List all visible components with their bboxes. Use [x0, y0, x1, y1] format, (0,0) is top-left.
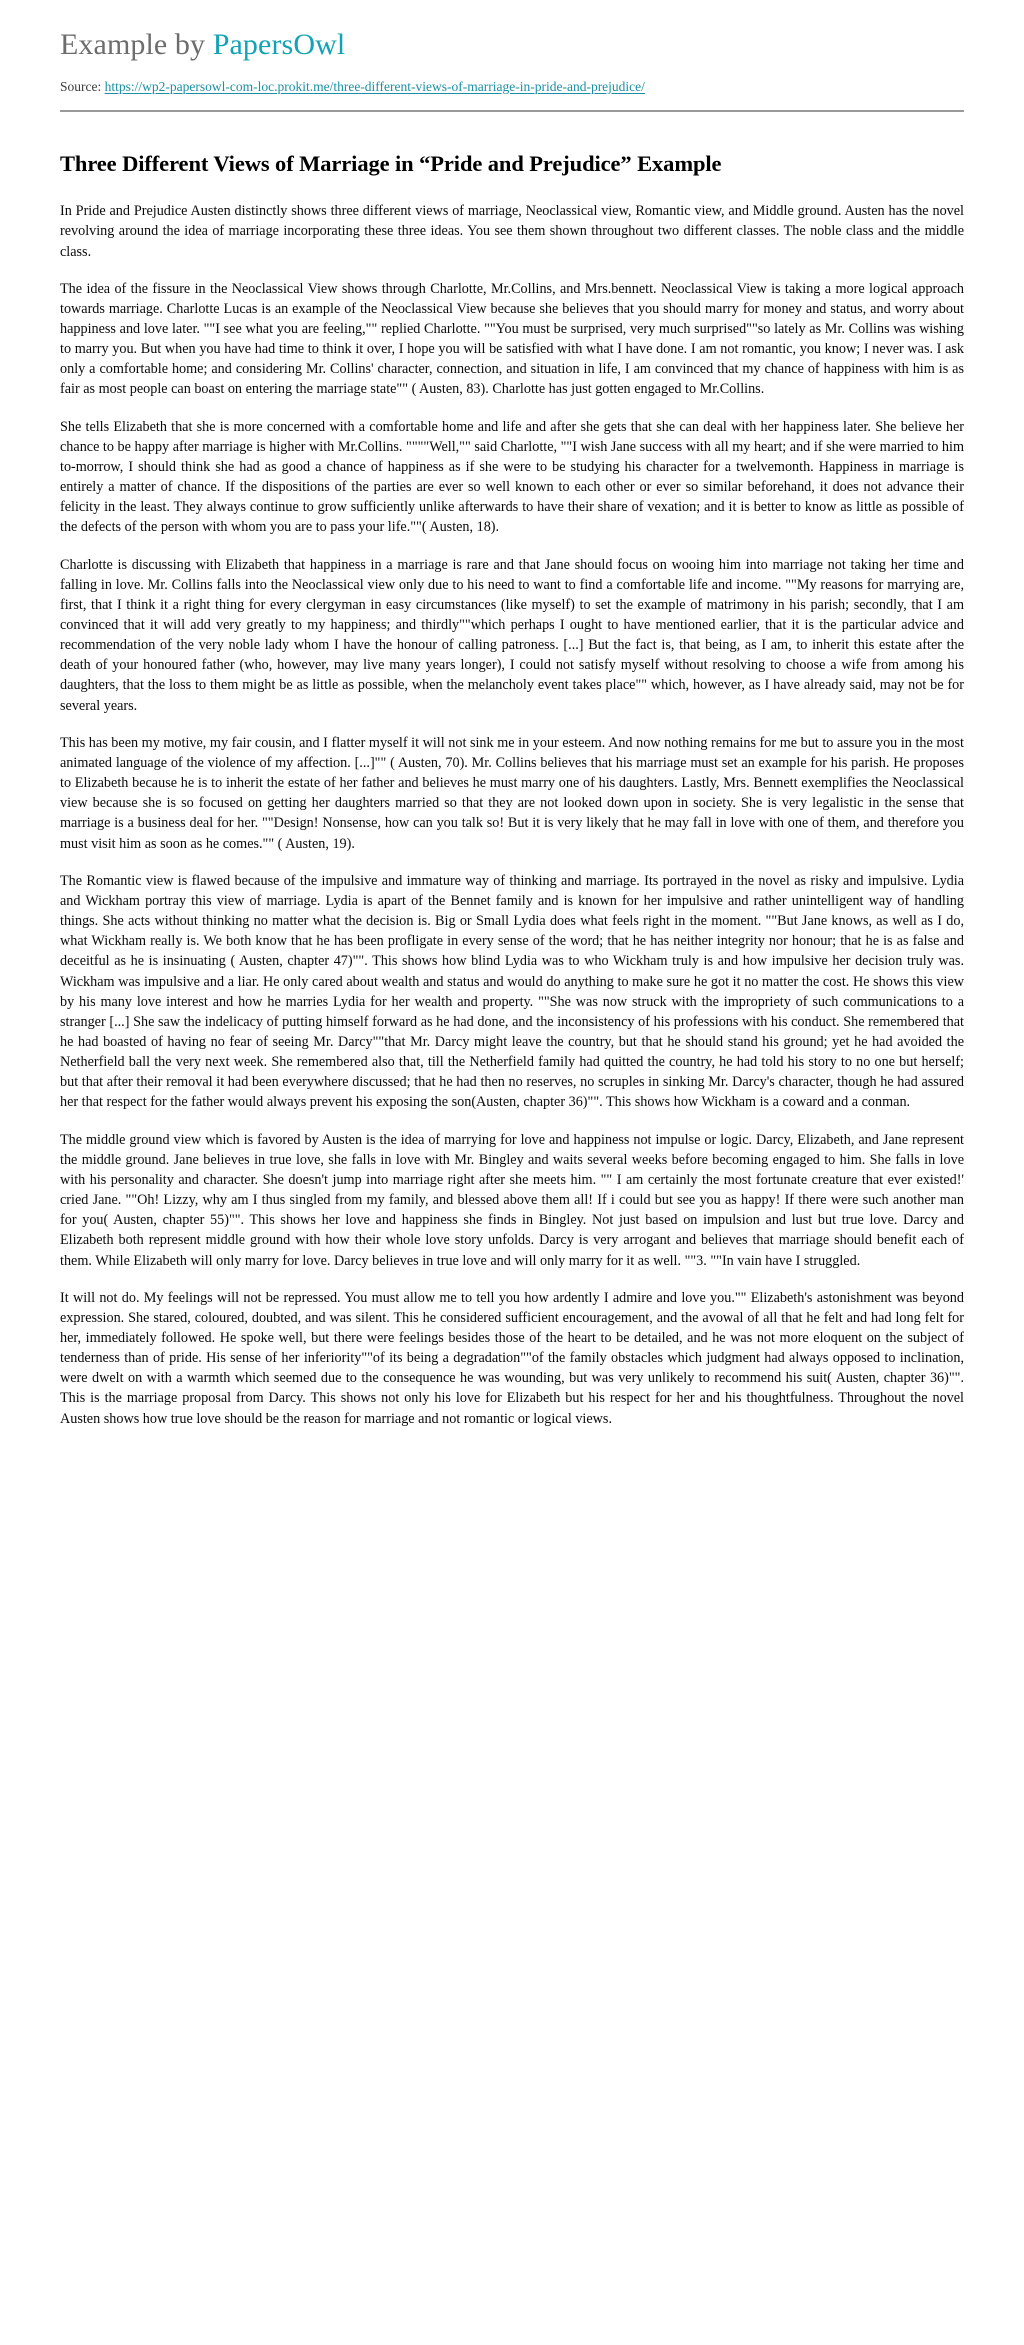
article-container [0, 112, 1024, 1488]
page-masthead [0, 0, 1024, 96]
source-url-link[interactable]: https://wp2-papersowl-com-loc.prokit.me/three-different-views-of-marriage-in-pride-and-prejudice/ [104, 78, 645, 94]
paragraph: The idea of the fissure in the Neoclassical View shows through Charlotte, Mr.Collins, and Mrs.bennett. Neoclassical View is taking a more logical approach towards marriage. Charlotte Lucas is an example of the Neoclassical View because she believes that you should marry for money and status, and worry about happiness and love later. ""I see what you are feeling,"" replied Charlotte. ""You must be surprised, very much surprised""so lately as Mr. Collins was wishing to marry you. But when you have had time to think it over, I hope you will be satisfied with what I have done. I am not romantic, you know; I never was. I ask only a comfortable home; and considering Mr. Collins' character, connection, and situation in life, I am convinced that my chance of happiness with him is as fair as most people can boast on entering the marriage state"" ( Austen, 83). Charlotte has just gotten engaged to Mr.Collins. [60, 280, 964, 398]
paragraph: It will not do. My feelings will not be repressed. You must allow me to tell you how ardently I admire and love you."" Elizabeth's astonishment was beyond expression. She stared, coloured, doubted, and was silent. This he considered sufficient encouragement, and the avowal of all that he felt and had long felt for her, immediately followed. He spoke well, but there were feelings besides those of the heart to be detailed, and he was not more eloquent on the subject of tenderness than of pride. His sense of her inferiority""of its being a degradation""of the family obstacles which judgment had always opposed to inclination, were dwelt on with a warmth which seemed due to the consequence he was wounding, but was very unlikely to recommend his suit( Austen, chapter 36)"". This is the marriage proposal from Darcy. This shows not only his love for Elizabeth but his respect for her and his thoughtfulness. Throughout the novel Austen shows how true love should be the reason for marriage and not romantic or logical views. [60, 1289, 964, 1427]
source-label: Source: [60, 78, 105, 94]
paragraph: The middle ground view which is favored by Austen is the idea of marrying for love and happiness not impulse or logic. Darcy, Elizabeth, and Jane represent the middle ground. Jane believes in true love, she falls in love with Mr. Bingley and waits several weeks before becoming engaged to him. She falls in love with his personality and character. She doesn't jump into marriage right after she meets him. "" I am certainly the most fortunate creature that ever existed!' cried Jane. ""Oh! Lizzy, why am I thus singled from my family, and blessed above them all! If i could but see you as happy! If there were such another man for you( Austen, chapter 55)"". This shows her love and happiness she finds in Bingley. Not just based on impulsion and lust but true love. Darcy and Elizabeth both represent middle ground with how their whole love story unfolds. Darcy is very arrogant and believes that marriage should benefit each of them. While Elizabeth will only marry for love. Darcy believes in true love and will only marry for it as well. ""3. ""In vain have I struggled. [60, 1131, 964, 1269]
brand-prefix-text: Example by [60, 28, 213, 61]
paragraph: This has been my motive, my fair cousin, and I flatter myself it will not sink me in your esteem. And now nothing remains for me but to assure you in the most animated language of the violence of my affection. [...]"" ( Austen, 70). Mr. Collins believes that his marriage must set an example for his parish. He proposes to Elizabeth because he is to inherit the estate of her father and believes he must marry one of his daughters. Lastly, Mrs. Bennett exemplifies the Neoclassical view because she is so focused on getting her daughters married so that they are not looked down upon in society. She is very legalistic in the sense that marriage is a business deal for her. ""Design! Nonsense, how can you talk so! But it is very likely that he may fall in love with one of them, and therefore you must visit him as soon as he comes."" ( Austen, 19). [60, 734, 964, 852]
page-title: Three Different Views of Marriage in “Pride and Prejudice” Example [60, 151, 722, 177]
article-body [60, 201, 964, 1429]
paragraph: In Pride and Prejudice Austen distinctly shows three different views of marriage, Neoclassical view, Romantic view, and Middle ground. Austen has the novel revolving around the idea of marriage incorporating these three ideas. You see them shown throughout two different classes. The noble class and the middle class. [60, 203, 964, 260]
paragraph: Charlotte is discussing with Elizabeth that happiness in a marriage is rare and that Jane should focus on wooing him into marriage not taking her time and falling in love. Mr. Collins falls into the Neoclassical view only due to his need to want to find a comfortable life and income. ""My reasons for marrying are, first, that I think it a right thing for every clergyman in easy circumstances (like myself) to set the example of matrimony in his parish; secondly, that I am convinced that it will add very greatly to my happiness; and thirdly""which perhaps I ought to have mentioned earlier, that it is the particular advice and recommendation of the very noble lady whom I have the honour of calling patroness. [...] But the fact is, that being, as I am, to inherit this estate after the death of your honoured father (who, however, may live many years longer), I could not satisfy myself without resolving to choose a wife from among his daughters, that the loss to them might be as little as possible, when the melancholy event takes place"" which, however, as I have already said, may not be for several years. [60, 556, 964, 714]
paragraph: She tells Elizabeth that she is more concerned with a comfortable home and life and after she gets that she can deal with her happiness later. She believe her chance to be happy after marriage is higher with Mr.Collins. """"Well,"" said Charlotte, ""I wish Jane success with all my heart; and if she were married to him to-morrow, I should think she had as good a chance of happiness as if she were to be studying his character for a twelvemonth. Happiness in marriage is entirely a matter of chance. If the dispositions of the parties are ever so well known to each other or ever so similar beforehand, it does not advance their felicity in the least. They always continue to grow sufficiently unlike afterwards to have their share of vexation; and it is better to know as little as possible of the defects of the person with whom you are to pass your life.""( Austen, 18). [60, 418, 964, 536]
paragraph: The Romantic view is flawed because of the impulsive and immature way of thinking and marriage. Its portrayed in the novel as risky and impulsive. Lydia and Wickham portray this view of marriage. Lydia is apart of the Bennet family and is known for her impulsive and rather unintelligent way of handling things. She acts without thinking no matter what the decision is. Big or Small Lydia does what feels right in the moment. ""But Jane knows, as well as I do, what Wickham really is. We both know that he has been profligate in every sense of the word; that he has neither integrity nor honour; that he is as false and deceitful as he is insinuating ( Austen, chapter 47)"". This shows how blind Lydia was to who Wickham truly is and how impulsive her decision truly was. Wickham was impulsive and a liar. He only cared about wealth and status and would do anything to make sure he got it no matter the cost. He shows this view by his many love interest and how he marries Lydia for her wealth and property. ""She was now struck with the impropriety of such communications to a stranger [...] She saw the indelicacy of putting himself forward as he had done, and the inconsistency of his professions with his conduct. She remembered that he had boasted of having no fear of seeing Mr. Darcy""that Mr. Darcy might leave the country, but that he should stand his ground; yet he had avoided the Netherfield ball the very next week. She remembered also that, till the Netherfield family had quitted the country, he had told his story to no one but herself; but that after their removal it had been everywhere discussed; that he had then no reserves, no scruples in sinking Mr. Darcy's character, though he had assured her that respect for the father would always prevent his exposing the son(Austen, chapter 36)"". This shows how Wickham is a coward and a conman. [60, 872, 964, 1111]
source-line [60, 78, 964, 97]
brand-name-text: PapersOwl [212, 28, 346, 61]
brand-heading [60, 26, 964, 64]
